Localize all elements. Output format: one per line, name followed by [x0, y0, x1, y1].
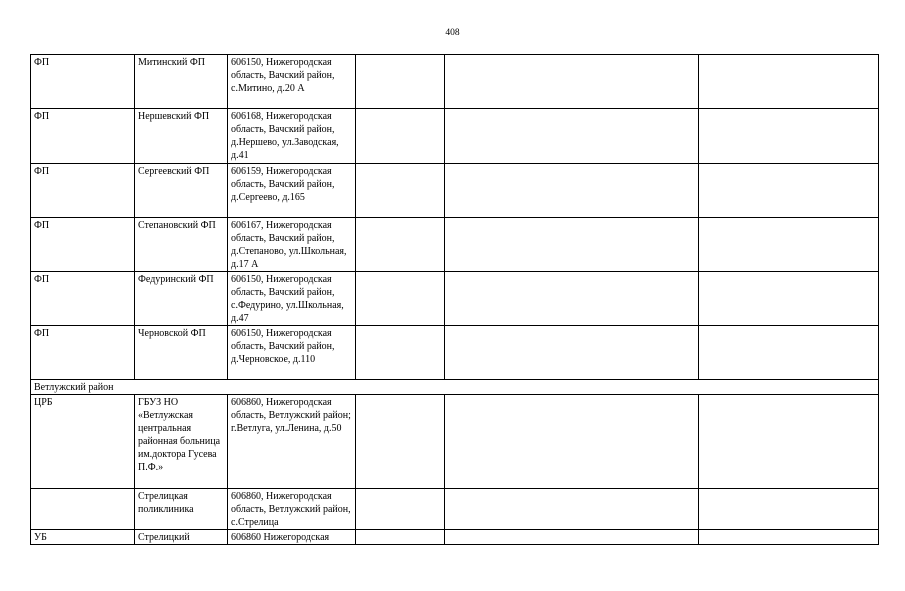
- empty-cell: [445, 489, 699, 530]
- facility-type-cell: ФП: [31, 218, 135, 272]
- empty-cell: [356, 218, 445, 272]
- facility-name-cell: Нершевский ФП: [135, 109, 228, 164]
- empty-cell: [699, 489, 879, 530]
- group-heading-row: [31, 380, 879, 395]
- empty-cell: [699, 109, 879, 164]
- empty-cell: [356, 326, 445, 380]
- facility-address-cell: 606150, Нижегородская область, Вачский район, д.Черновское, д.110: [228, 326, 356, 380]
- facility-address-cell: 606159, Нижегородская область, Вачский район, д.Сергеево, д.165: [228, 164, 356, 218]
- facility-name-cell: Стрелицкий: [135, 530, 228, 545]
- empty-cell: [445, 109, 699, 164]
- empty-cell: [356, 530, 445, 545]
- empty-cell: [445, 218, 699, 272]
- facility-name-cell: Митинский ФП: [135, 55, 228, 109]
- empty-cell: [356, 109, 445, 164]
- empty-cell: [445, 272, 699, 326]
- table-row: [31, 164, 879, 218]
- facility-name-cell: ГБУЗ НО «Ветлужская центральная районная больница им.доктора Гусева П.Ф.»: [135, 395, 228, 489]
- empty-cell: [445, 530, 699, 545]
- facility-name-cell: Степановский ФП: [135, 218, 228, 272]
- facility-address-cell: 606860 Нижегородская: [228, 530, 356, 545]
- facility-type-cell: УБ: [31, 530, 135, 545]
- facility-address-cell: 606167, Нижегородская область, Вачский район, д.Степаново, ул.Школьная, д.17 А: [228, 218, 356, 272]
- table-row: [31, 489, 879, 530]
- empty-cell: [699, 530, 879, 545]
- facility-type-cell: ФП: [31, 164, 135, 218]
- empty-cell: [445, 326, 699, 380]
- table-row: [31, 530, 879, 545]
- empty-cell: [699, 55, 879, 109]
- facility-name-cell: Стрелицкая поликлиника: [135, 489, 228, 530]
- facility-type-cell: ФП: [31, 55, 135, 109]
- facility-type-cell: ФП: [31, 326, 135, 380]
- district-heading: Ветлужский район: [31, 380, 879, 395]
- empty-cell: [699, 218, 879, 272]
- table-row: [31, 395, 879, 489]
- facility-name-cell: Черновской ФП: [135, 326, 228, 380]
- facility-type-cell: ЦРБ: [31, 395, 135, 489]
- empty-cell: [356, 55, 445, 109]
- empty-cell: [356, 395, 445, 489]
- table-row: [31, 272, 879, 326]
- empty-cell: [356, 272, 445, 326]
- page-number: 408: [445, 28, 460, 38]
- facility-type-cell: [31, 489, 135, 530]
- facility-type-cell: ФП: [31, 109, 135, 164]
- facility-type-cell: ФП: [31, 272, 135, 326]
- table-row: [31, 109, 879, 164]
- empty-cell: [699, 272, 879, 326]
- facility-name-cell: Федуринский ФП: [135, 272, 228, 326]
- facility-address-cell: 606860, Нижегородская область, Ветлужский район; г.Ветлуга, ул.Ленина, д.50: [228, 395, 356, 489]
- facility-address-cell: 606860, Нижегородская область, Ветлужский район, с.Стрелица: [228, 489, 356, 530]
- medical-facilities-table: [30, 54, 879, 545]
- facility-address-cell: 606168, Нижегородская область, Вачский район, д.Нершево, ул.Заводская, д.41: [228, 109, 356, 164]
- empty-cell: [445, 395, 699, 489]
- empty-cell: [356, 164, 445, 218]
- empty-cell: [699, 164, 879, 218]
- empty-cell: [356, 489, 445, 530]
- facility-name-cell: Сергеевский ФП: [135, 164, 228, 218]
- empty-cell: [445, 164, 699, 218]
- facility-address-cell: 606150, Нижегородская область, Вачский район, с.Федурино, ул.Школьная, д.47: [228, 272, 356, 326]
- empty-cell: [699, 326, 879, 380]
- empty-cell: [445, 55, 699, 109]
- table-row: [31, 218, 879, 272]
- facility-address-cell: 606150, Нижегородская область, Вачский район, с.Митино, д.20 А: [228, 55, 356, 109]
- table-row: [31, 55, 879, 109]
- empty-cell: [699, 395, 879, 489]
- table-row: [31, 326, 879, 380]
